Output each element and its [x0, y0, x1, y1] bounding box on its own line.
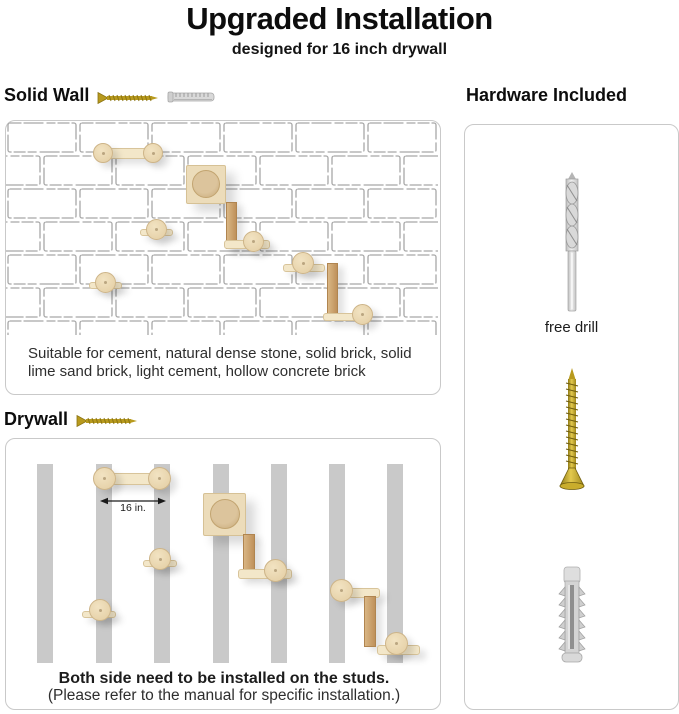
page-subtitle: designed for 16 inch drywall — [231, 41, 448, 58]
step-plate — [243, 231, 264, 252]
scratching-post — [364, 596, 376, 647]
dimension-label: 16 in. — [120, 502, 146, 514]
solid-wall-heading: Solid Wall — [4, 85, 90, 105]
hardware-item-label: free drill — [544, 319, 599, 336]
step-plate — [330, 579, 353, 602]
scratching-post — [243, 534, 255, 573]
step-plate — [146, 219, 167, 240]
step-plate — [352, 304, 373, 325]
hardware-included-panel — [464, 124, 679, 710]
cube-house — [186, 165, 226, 204]
step-plate — [149, 548, 171, 570]
hardware-heading: Hardware Included — [466, 85, 628, 105]
screw-icon — [559, 367, 585, 498]
wall-anchor-icon — [167, 90, 217, 109]
page-title: Upgraded Installation — [186, 1, 493, 36]
step-plate — [264, 559, 287, 582]
screw-icon — [97, 91, 159, 110]
drywall-note-secondary: (Please refer to the manual for specific installation.) — [47, 687, 401, 704]
brick-pattern — [6, 121, 438, 335]
solid-wall-note: Suitable for cement, natural dense stone, solid brick, solid lime sand brick, light cement, hollow concrete brick — [28, 345, 412, 380]
solid-wall-illustration — [5, 120, 441, 395]
step-plate — [95, 272, 116, 293]
screw-icon — [76, 414, 138, 433]
drywall-note-primary: Both side need to be installed on the studs. — [58, 670, 390, 687]
bridge-plate — [143, 143, 163, 163]
bridge-plate — [93, 143, 113, 163]
drill-bit-icon — [561, 171, 583, 318]
cube-house-hole — [210, 499, 240, 529]
bridge-plate — [93, 467, 116, 490]
cube-house — [203, 493, 246, 536]
drywall-illustration — [5, 438, 441, 710]
step-plate — [89, 599, 111, 621]
bridge-plate — [148, 467, 171, 490]
wall-stud — [37, 464, 53, 663]
drywall-heading: Drywall — [4, 409, 69, 429]
step-plate — [292, 252, 314, 274]
wall-anchor-icon — [557, 565, 587, 670]
wall-stud — [329, 464, 345, 663]
cube-house-hole — [192, 170, 220, 198]
step-plate — [385, 632, 408, 655]
scratching-post — [327, 263, 338, 315]
